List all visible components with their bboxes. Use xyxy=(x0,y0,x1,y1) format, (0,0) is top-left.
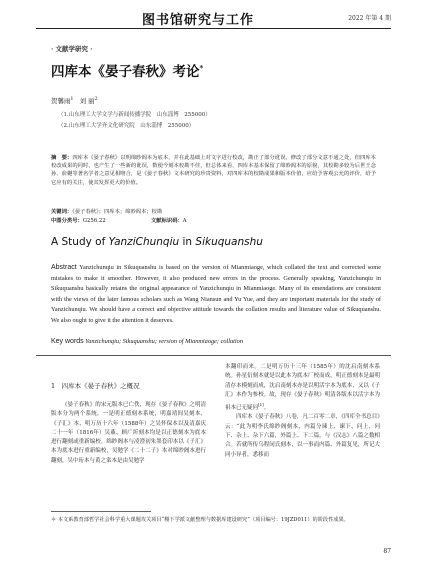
english-title-mid: in xyxy=(179,236,196,248)
author-name: 贺馨雨 xyxy=(51,97,71,105)
keywords-en-label: Key words xyxy=(51,338,84,345)
citation-ref: [1] xyxy=(258,402,264,408)
abstract-cn-label: 摘 要： xyxy=(51,155,73,161)
doc-code-value: A xyxy=(182,218,187,224)
section-heading: 1 四库本《晏子春秋》之概况 xyxy=(51,382,140,390)
footnote: ＊ 本文系教育部哲学社会科学重大课题攻关项目“稷下学派文献整理与数据库建设研究”（项目编号：19JZD011）的阶段性成果。 xyxy=(51,517,349,523)
keywords-cn-label: 关键词： xyxy=(51,209,73,215)
issue-label: 2022 年第 4 期 xyxy=(348,15,391,22)
body-left-column: 《晏子春秋》的宋元版本已亡佚，现存《晏子春秋》之明清版本分为两个系统，一是明正德刻本系统，明嘉靖间吴刻本、《子汇》本、明万历十六年（1588年）之吴怀保本以及清嘉庆二十一年（1816年）吴鼒、顾广圻刻本均是以正德刻本为底本进行翻刻或重新编校。绵眇阁本与凌澄初朱墨套印本以《子汇》本为底本进行重新编校，吴勉学《二十二子》本对绵眇阁本进行翻刻，吴中珩本与黄之寀本是由吴勉学 xyxy=(51,402,206,464)
body-paragraph: 四库本《晏子春秋》八卷，凡二百零二章，《四库全书总目》云：“此为明李氏绵眇阁刻本，内篇分谏上、谏下、问上、问下、杂上、杂下六篇，外篇上、下二篇，与《汉志》八篇之数相合。若就所传乌程闵氏刻本，以一事而内篇、外篇复见，所记大同小异者，悉移而 xyxy=(225,414,380,458)
abstract-cn xyxy=(51,154,376,187)
keywords-cn-text: 《晏子春秋》；四库本；绵眇阁本；校勘 xyxy=(72,209,163,215)
abstract-cn-text: 四库本《晏子春秋》以明绵眇阁本为底本，并在此基础上对文字进行校改，勘正了部分讹误，修改了部分文意不通之处，但四库本校改成果的同时，也产生了一些新的讹误，数使今刻本校勘不佳，但总体来看，四库本基本保留了绵眇阁本的原貌，其校勘多较为后世王念孙、俞樾等著名学者之意见相吻合，是《晏子春秋》文本研究的珍贵资料，对四库本的校勘成果和版本价值，应给予客观公允的评价，给予它应有的关注，使其发挥更大的价值。 xyxy=(51,155,376,186)
author-sup: 2 xyxy=(94,96,98,102)
section-divider xyxy=(36,355,391,356)
author-sup: 1 xyxy=(70,96,74,102)
abstract-en-label: Abstract xyxy=(51,264,77,271)
author-name: 刘 丽 xyxy=(79,97,95,105)
abstract-en-text: Yanzichunqiu in Sikuquanshu is based on the version of Mianmiaoge, which collated the text and corrected some mistakes to make it smoother. However, it also produced new errors in the process. Generally speaking, Yanzichunqiu in Sikuquanshu basically retains the original appearance of Yanzichunqiu in Mianmiaoge. Many of its emendations are consistent with the views of the later famous scholars such as Wang Niansun and Yu Yue, and they are important materials for the study of Yanzichunqiu. We should have a correct and objective attitude towards the collation results and literature value of Sikuquanshu. We also ought to give it the attention it deserves. xyxy=(51,264,382,324)
keywords-cn xyxy=(51,207,162,215)
footnote-rule xyxy=(51,511,151,512)
article-title xyxy=(51,60,203,80)
english-title xyxy=(51,236,263,248)
authors xyxy=(51,96,98,105)
keywords-en-text: Yanzichunqiu; Sikuquanshu; version of Mianmiaoge; collation xyxy=(85,338,243,345)
classification-label: 中图分类号： xyxy=(51,218,83,224)
doc-code-label: 文献标识码： xyxy=(151,218,183,224)
body-paragraph xyxy=(225,363,380,413)
journal-logo: 图书馆研究与工作 xyxy=(142,13,255,28)
header-rule xyxy=(36,28,391,29)
classification-value: G256.22 xyxy=(82,218,106,224)
doc-code xyxy=(151,216,187,224)
affiliation: （2.山东理工大学齐文化研究院 山东淄博 255000） xyxy=(58,123,195,129)
classification xyxy=(51,216,106,224)
affiliation: （1.山东理工大学文学与新闻传播学院 山东淄博 255000） xyxy=(58,112,211,118)
article-title-text: 四库本《晏子春秋》考论 xyxy=(51,64,200,80)
section-tag: · 文献学研究 · xyxy=(51,45,93,53)
english-title-prefix: A Study of xyxy=(51,236,109,248)
body-paragraph-end: 。 xyxy=(263,405,270,412)
page-number: 87 xyxy=(383,548,391,555)
english-title-italic2: Sikuquanshu xyxy=(195,236,263,248)
body-right-column xyxy=(225,363,380,460)
abstract-en xyxy=(51,263,381,327)
title-footnote-marker: * xyxy=(199,63,204,73)
keywords-en xyxy=(51,338,243,345)
body-paragraph-text: 本翻印而来。二是明万历十三年（1585年）的沈启南刻本系统。孙星衍刻本就是以此本为底本厂校而成。明正德刻本是最明清存本模刻而成，沈启南刻本亦是以明活字本为底本，又以《子汇》本作为参校。故，现存《晏子春秋》明清各版本以活字本为祖本已无疑问 xyxy=(225,364,380,412)
english-title-italic: YanziChunqiu xyxy=(108,236,180,248)
